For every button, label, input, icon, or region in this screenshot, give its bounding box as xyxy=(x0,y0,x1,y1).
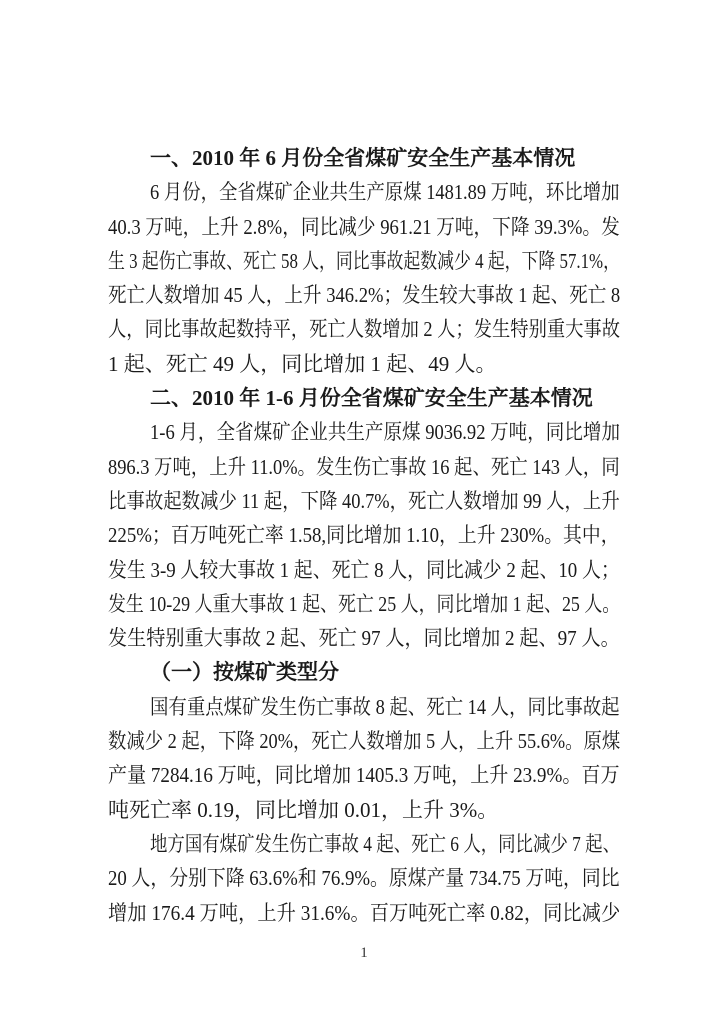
text-line-content: （一）按煤矿类型分 xyxy=(150,660,339,685)
text-line xyxy=(108,758,620,792)
document-body xyxy=(108,141,620,930)
text-line-content: 增加 176.4 万吨，上升 31.6%。百万吨死亡率 0.82，同比减少 xyxy=(108,900,621,925)
text-line xyxy=(108,312,620,346)
text-line-content: 1-6 月，全省煤矿企业共生产原煤 9036.92 万吨，同比增加 xyxy=(150,420,620,445)
text-line xyxy=(108,175,620,209)
text-line xyxy=(108,553,620,587)
text-line-content: 发生 10-29 人重大事故 1 起、死亡 25 人，同比增加 1 起、25 人。 xyxy=(108,591,621,616)
text-line-content: 人，同比事故起数持平，死亡人数增加 2 人；发生特别重大事故 xyxy=(108,317,620,342)
text-line-content: 20 人，分别下降 63.6%和 76.9%。原煤产量 734.75 万吨，同比 xyxy=(108,866,620,891)
section-heading xyxy=(108,141,620,175)
text-line-content: 数减少 2 起，下降 20%，死亡人数增加 5 人，上升 55.6%。原煤 xyxy=(108,729,621,754)
text-line xyxy=(108,587,620,621)
text-line xyxy=(108,415,620,449)
text-line-content: 二、2010 年 1-6 月份全省煤矿安全生产基本情况 xyxy=(150,386,593,411)
text-line-content: 发生 3-9 人较大事故 1 起、死亡 8 人，同比减少 2 起、10 人； xyxy=(108,557,620,582)
text-line xyxy=(108,347,620,381)
text-line xyxy=(108,861,620,895)
text-line-content: 发生特别重大事故 2 起、死亡 97 人，同比增加 2 起、97 人。 xyxy=(108,626,620,651)
text-line xyxy=(108,724,620,758)
text-line xyxy=(108,450,620,484)
text-line xyxy=(108,621,620,655)
text-line xyxy=(108,518,620,552)
text-line-content: 地方国有煤矿发生伤亡事故 4 起、死亡 6 人，同比减少 7 起、 xyxy=(150,831,620,856)
text-line-content: 生 3 起伤亡事故、死亡 58 人，同比事故起数减少 4 起，下降 57.1%， xyxy=(108,248,620,273)
text-line-content: 比事故起数减少 11 起，下降 40.7%，死亡人数增加 99 人，上升 xyxy=(108,488,620,513)
text-line-content: 896.3 万吨，上升 11.0%。发生伤亡事故 16 起、死亡 143 人，同 xyxy=(108,454,620,479)
text-line-content: 死亡人数增加 45 人，上升 346.2%；发生较大事故 1 起、死亡 8 xyxy=(108,283,621,308)
text-line xyxy=(108,210,620,244)
text-line xyxy=(108,827,620,861)
section-heading xyxy=(108,655,620,689)
text-line xyxy=(108,484,620,518)
text-line-content: 1 起、死亡 49 人，同比增加 1 起、49 人。 xyxy=(108,351,497,376)
text-line xyxy=(108,896,620,930)
text-line xyxy=(108,244,620,278)
text-line-content: 6 月份，全省煤矿企业共生产原煤 1481.89 万吨，环比增加 xyxy=(150,180,620,205)
text-line xyxy=(108,690,620,724)
text-line xyxy=(108,793,620,827)
text-line-content: 国有重点煤矿发生伤亡事故 8 起、死亡 14 人，同比事故起 xyxy=(150,694,620,719)
text-line-content: 产量 7284.16 万吨，同比增加 1405.3 万吨，上升 23.9%。百万 xyxy=(108,763,620,788)
text-line xyxy=(108,278,620,312)
section-heading xyxy=(108,381,620,415)
text-line-content: 吨死亡率 0.19，同比增加 0.01，上升 3%。 xyxy=(108,797,499,822)
text-line-content: 225%；百万吨死亡率 1.58,同比增加 1.10，上升 230%。其中， xyxy=(108,523,620,548)
page-number: 1 xyxy=(360,945,368,961)
text-line-content: 一、2010 年 6 月份全省煤矿安全生产基本情况 xyxy=(150,146,576,170)
text-line-content: 40.3 万吨，上升 2.8%，同比减少 961.21 万吨，下降 39.3%。发 xyxy=(108,214,620,239)
